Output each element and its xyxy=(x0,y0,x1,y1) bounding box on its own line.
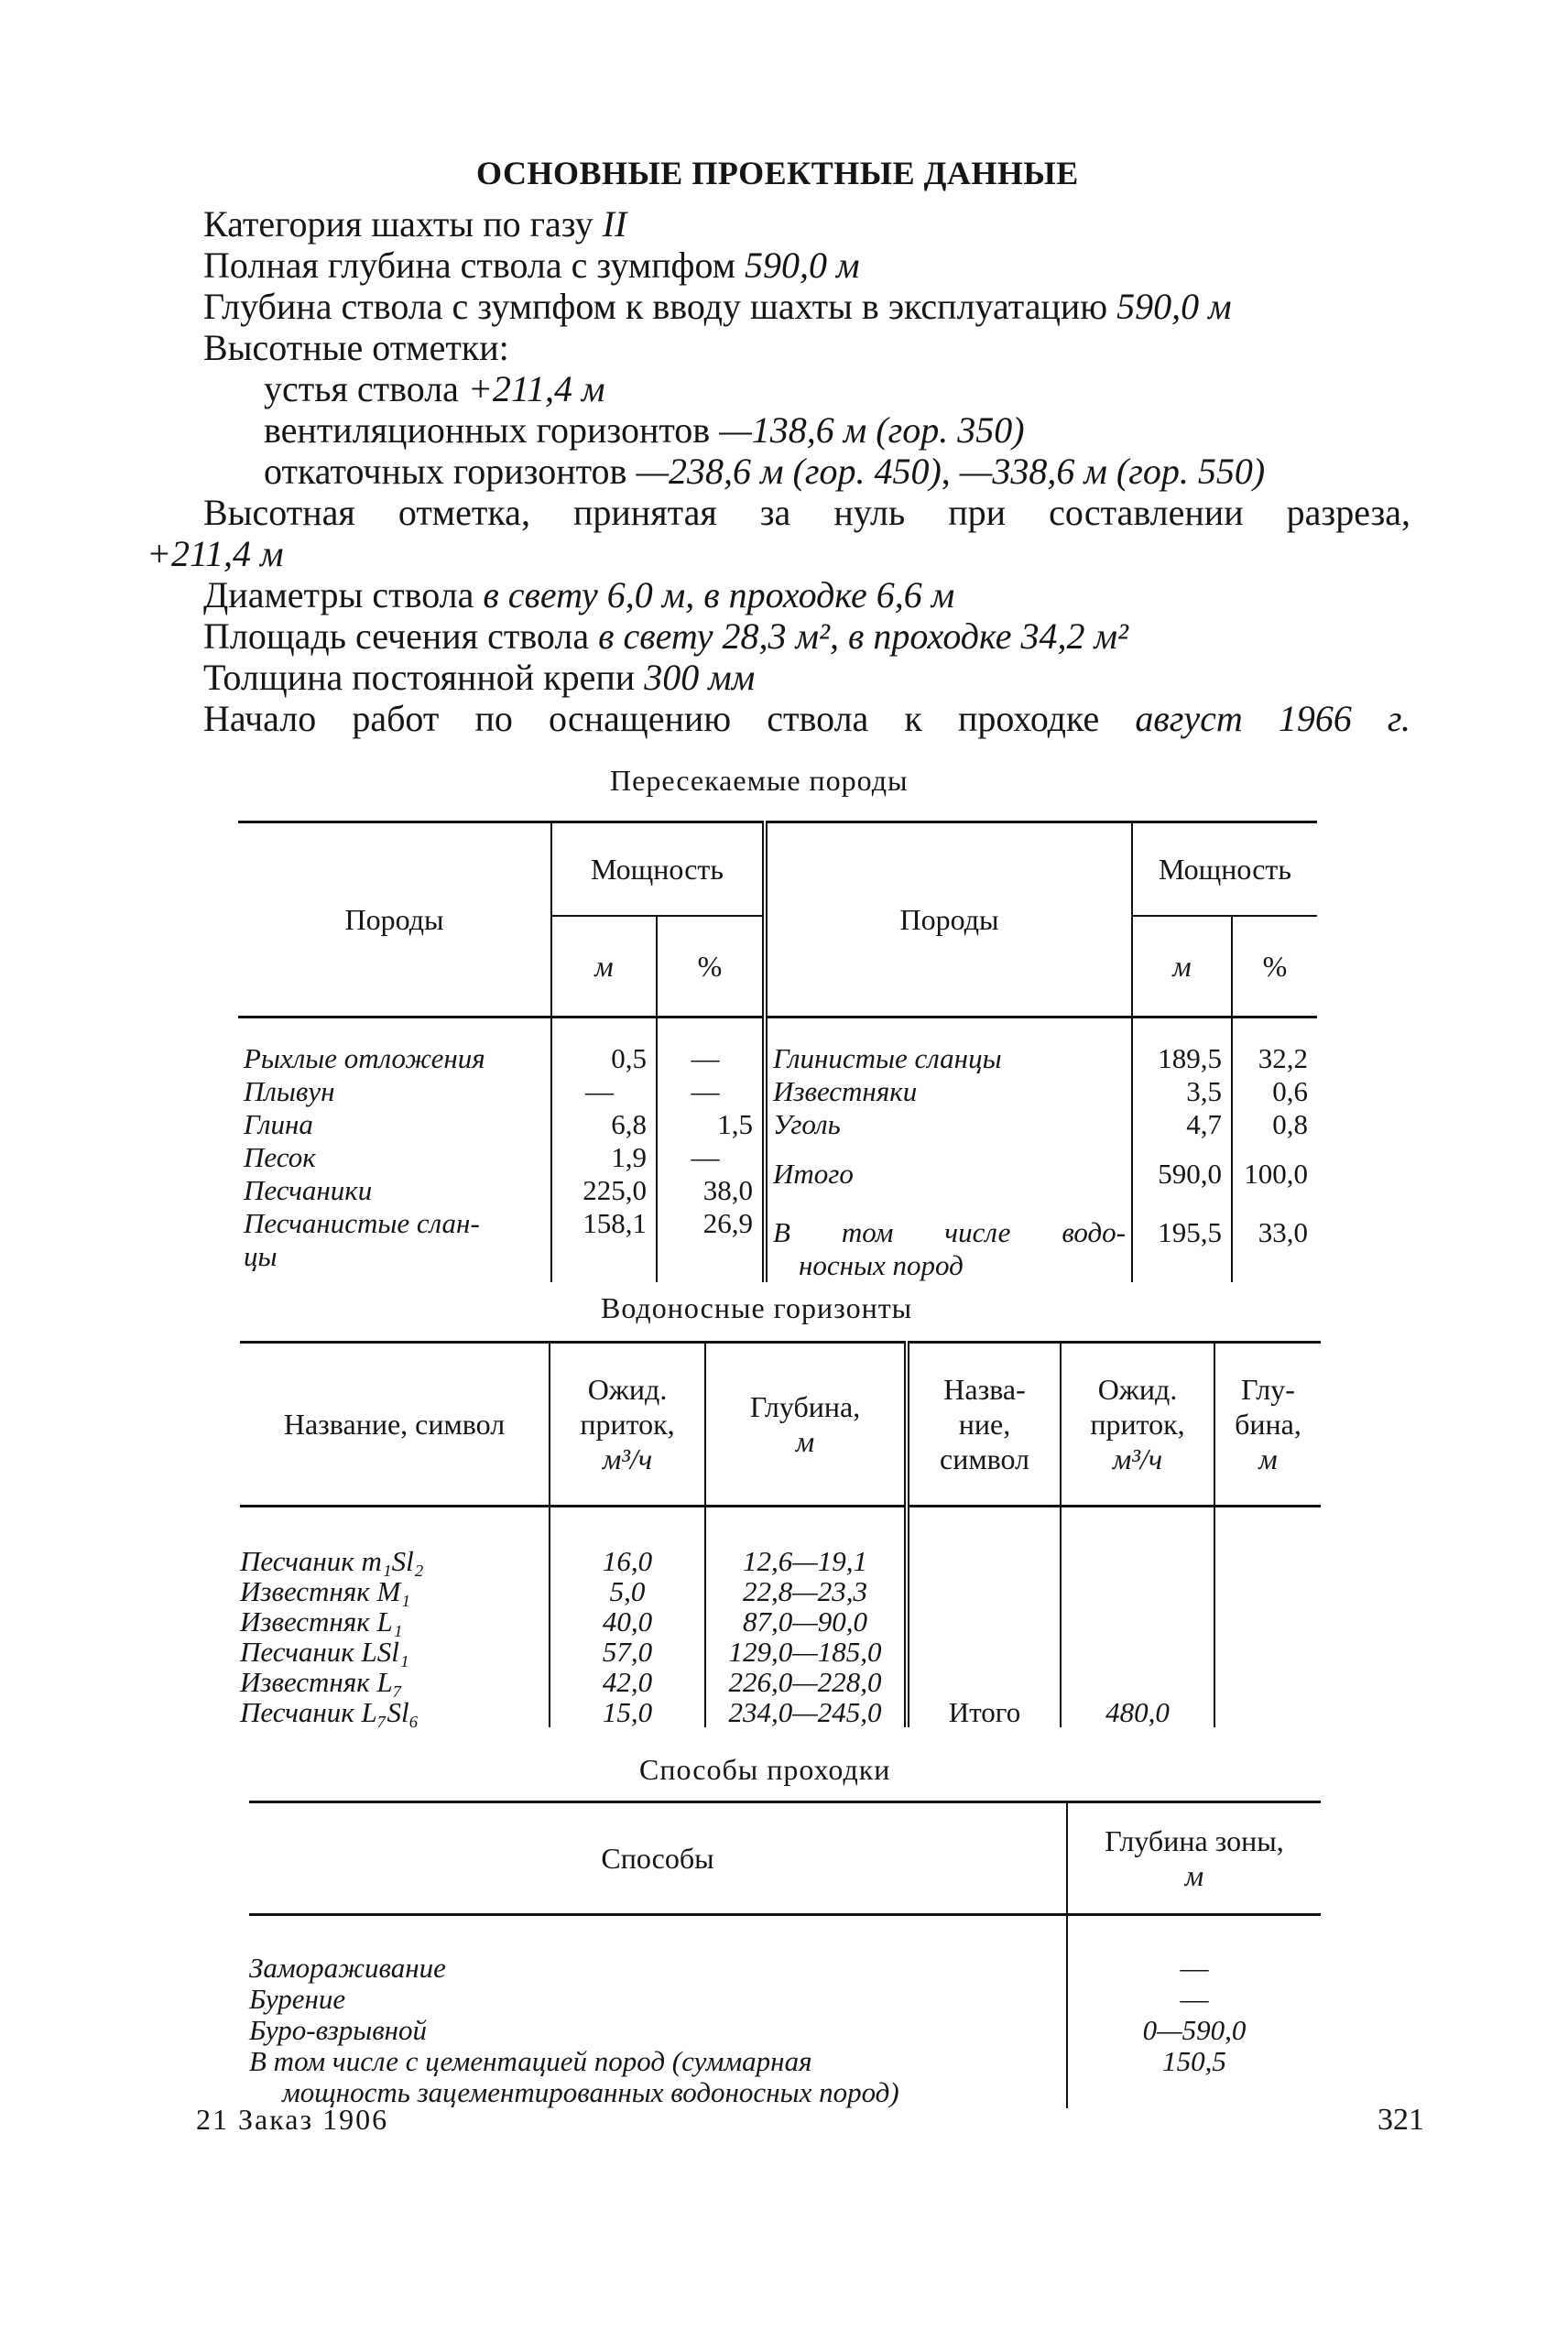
table-row: Глина 6,8 1,5 Уголь 4,7 0,8 xyxy=(238,1108,1317,1141)
col-aquifer-inflow-2: Ожид. приток, м³/ч xyxy=(1061,1343,1214,1507)
col-rocks-left: Породы xyxy=(238,822,551,1018)
table-row: В том числе с цементацией пород (суммарная 150,5 xyxy=(249,2045,1226,2077)
page-number: 321 xyxy=(1377,2103,1424,2137)
section-area-value: в свету 28,3 м², в проходке 34,2 м² xyxy=(598,615,1129,657)
zero-mark-line: Высотная отметка, принятая за нуль при составлении разреза, xyxy=(203,492,1410,533)
gas-category-label: Категория шахты по газу xyxy=(203,203,603,245)
col-thickness-right: Мощность xyxy=(1132,822,1317,917)
full-depth-value: 590,0 м xyxy=(745,245,860,286)
haulage-horizon-label: откаточных горизонтов xyxy=(264,451,637,492)
rocks-table xyxy=(238,821,1317,1282)
operating-depth-line xyxy=(203,286,1232,328)
gas-category-value: II xyxy=(602,203,627,245)
elevation-marks-label: Высотные отметки: xyxy=(203,327,509,368)
table-row: Песчаник L₇Sl₆ 15,0 234,0—245,0 xyxy=(240,1697,1321,1727)
haulage-horizon-value-2: —338,6 м (гор. 550) xyxy=(959,451,1266,492)
mouth-elevation-label: устья ствола xyxy=(264,368,468,409)
table-row: Песчаник m₁Sl₂ 16,0 12,6—19,1 Итого 480,0 xyxy=(240,1507,1321,1577)
col-unit-m-left: м xyxy=(551,916,657,1018)
start-date-line xyxy=(203,698,1410,740)
col-unit-pct-left: % xyxy=(657,916,765,1018)
methods-table-caption: Способы проходки xyxy=(639,1753,891,1786)
aquifer-table xyxy=(240,1341,1321,1727)
vent-horizon-line xyxy=(264,409,1025,452)
col-aquifer-depth-2: Глу- бина, м xyxy=(1214,1343,1321,1507)
col-unit-m-right: м xyxy=(1132,916,1232,1018)
printer-signature: 21 Заказ 1906 xyxy=(196,2103,389,2136)
col-unit-pct-right: % xyxy=(1232,916,1317,1018)
lining-line xyxy=(203,657,755,699)
full-depth-line xyxy=(203,245,860,287)
aquifer-total-value: 480,0 xyxy=(1061,1507,1214,1728)
table-row: Замораживание — xyxy=(249,1915,1321,1985)
table-row: Песчаник LSl₁ 57,0 129,0—185,0 xyxy=(240,1637,1321,1667)
diameter-value: в свету 6,0 м, в проходке 6,6 м xyxy=(483,574,955,615)
table-row: Известняк L₇ 42,0 226,0—228,0 xyxy=(240,1667,1321,1697)
table-row: Плывун — — Известняки 3,5 0,6 xyxy=(238,1075,1317,1108)
col-thickness-left: Мощность xyxy=(551,822,765,917)
col-aquifer-name: Название, символ xyxy=(240,1343,550,1507)
table-row: Буро-взрывной 0—590,0 xyxy=(249,2014,1247,2046)
col-aquifer-depth: Глубина, м xyxy=(705,1343,907,1507)
diameter-label: Диаметры ствола xyxy=(203,574,484,615)
operating-depth-label: Глубина ствола с зумпфом к вводу шахты в эксплуатацию xyxy=(203,286,1117,327)
operating-depth-value: 590,0 м xyxy=(1116,286,1232,327)
table-row: Песок 1,9 — Итого 590,0 100,0 xyxy=(238,1141,1317,1174)
lining-label: Толщина постоянной крепи xyxy=(203,657,645,698)
lining-value: 300 мм xyxy=(644,657,756,698)
section-area-label: Площадь сечения ствола xyxy=(203,615,599,657)
col-method: Способы xyxy=(249,1802,1067,1915)
col-rocks-right: Породы xyxy=(765,822,1132,1018)
start-date-value: август 1966 г. xyxy=(1135,698,1410,739)
rocks-table-caption: Пересекаемые породы xyxy=(610,764,909,797)
col-aquifer-inflow: Ожид. приток, м³/ч xyxy=(550,1343,705,1507)
mouth-elevation-line xyxy=(264,368,604,410)
table-row: Песчаники 225,0 38,0 xyxy=(238,1174,1317,1207)
full-depth-label: Полная глубина ствола с зумпфом xyxy=(203,245,746,286)
haulage-horizon-line: откаточных горизонтов —238,6 м (гор. 450), —338,6 м (гор. 550) xyxy=(264,451,1266,492)
table-row: Рыхлые отложения 0,5 — Глинистые сланцы 189,5 32,2 xyxy=(238,1018,1317,1076)
mouth-elevation-value: +211,4 м xyxy=(467,368,605,409)
diameter-line xyxy=(203,574,954,616)
start-date-label: Начало работ по оснащению ствола к проходке xyxy=(203,698,1136,739)
gas-category-line xyxy=(203,203,626,245)
table-row: мощность зацементированных водоносных пород) xyxy=(249,2077,1321,2108)
col-zone-depth: Глубина зоны, м xyxy=(1067,1802,1321,1915)
vent-horizon-label: вентиляционных горизонтов xyxy=(264,409,720,451)
table-row: Известняк L₁ 40,0 87,0—90,0 xyxy=(240,1606,1321,1637)
table-row: Бурение — xyxy=(249,1983,1209,2015)
aquifer-table-caption: Водоносные горизонты xyxy=(601,1291,913,1324)
vent-horizon-value: —138,6 м (гор. 350) xyxy=(719,409,1025,451)
table-row: Известняк M₁ 5,0 22,8—23,3 xyxy=(240,1576,1321,1606)
section-area-line xyxy=(203,615,1128,658)
col-aquifer-name-2: Назва- ние, символ xyxy=(907,1343,1061,1507)
aquifer-total-label: Итого xyxy=(907,1507,1061,1728)
methods-table xyxy=(249,1801,1321,2108)
zero-mark-value: +211,4 м xyxy=(147,533,284,574)
haulage-horizon-value-1: —238,6 м (гор. 450) xyxy=(636,451,942,492)
table-row: Песчанистые слан- цы 158,1 26,9 В том числе водо- носных пород 195,5 33,0 xyxy=(238,1207,1317,1282)
page-heading: ОСНОВНЫЕ ПРОЕКТНЫЕ ДАННЫЕ xyxy=(476,155,1079,191)
